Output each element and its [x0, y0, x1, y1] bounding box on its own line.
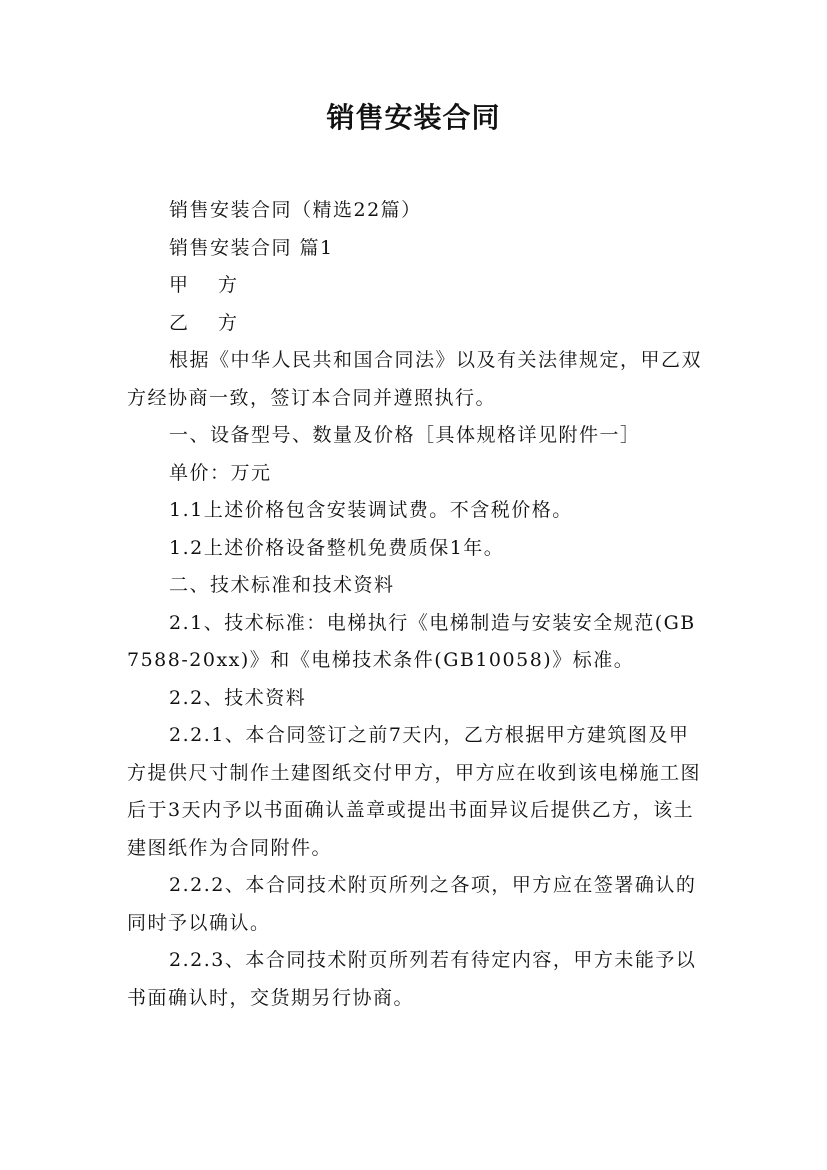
clause-2-2-3: 2.2.3、本合同技术附页所列若有待定内容，甲方未能予以书面确认时，交货期另行协商。 [127, 949, 697, 1009]
document-body [127, 192, 702, 1017]
clause-2-2-1: 2.2.1、本合同签订之前7天内，乙方根据甲方建筑图及甲方提供尺寸制作土建图纸交付甲方，甲方应在收到该电梯施工图后于3天内予以书面确认盖章或提出书面异议后提供乙方，该土建图纸作为合同附件。 [127, 724, 702, 859]
clause-2-2: 2.2、技术资料 [169, 686, 307, 709]
clause-heading-technical: 二、技术标准和技术资料 [169, 574, 395, 596]
clause-1-2: 1.2上述价格设备整机免费质保1年。 [169, 536, 505, 559]
subtitle-paragraph: 销售安装合同（精选22篇） [169, 199, 422, 221]
clause-2-2-2: 2.2.2、本合同技术附页所列之各项，甲方应在签署确认的同时予以确认。 [127, 874, 697, 934]
unit-price-line: 单价：万元 [169, 461, 272, 484]
section-heading-paragraph: 销售安装合同 篇1 [169, 236, 334, 259]
clause-2-1: 2.1、技术标准：电梯执行《电梯制造与安装安全规范(GB7588-20xx)》和《电梯技术条件(GB10058)》标准。 [127, 611, 696, 671]
party-a-label: 甲 方 [169, 274, 250, 296]
clause-1-1: 1.1上述价格包含安装调试费。不含税价格。 [169, 499, 573, 521]
document-title: 销售安装合同 [326, 101, 501, 134]
clause-heading-equipment: 一、设备型号、数量及价格［具体规格详见附件一］ [169, 424, 641, 446]
preamble-paragraph: 根据《中华人民共和国合同法》以及有关法律规定，甲乙双方经协商一致，签订本合同并遵照执行。 [127, 349, 703, 409]
party-b-label: 乙 方 [169, 311, 250, 334]
